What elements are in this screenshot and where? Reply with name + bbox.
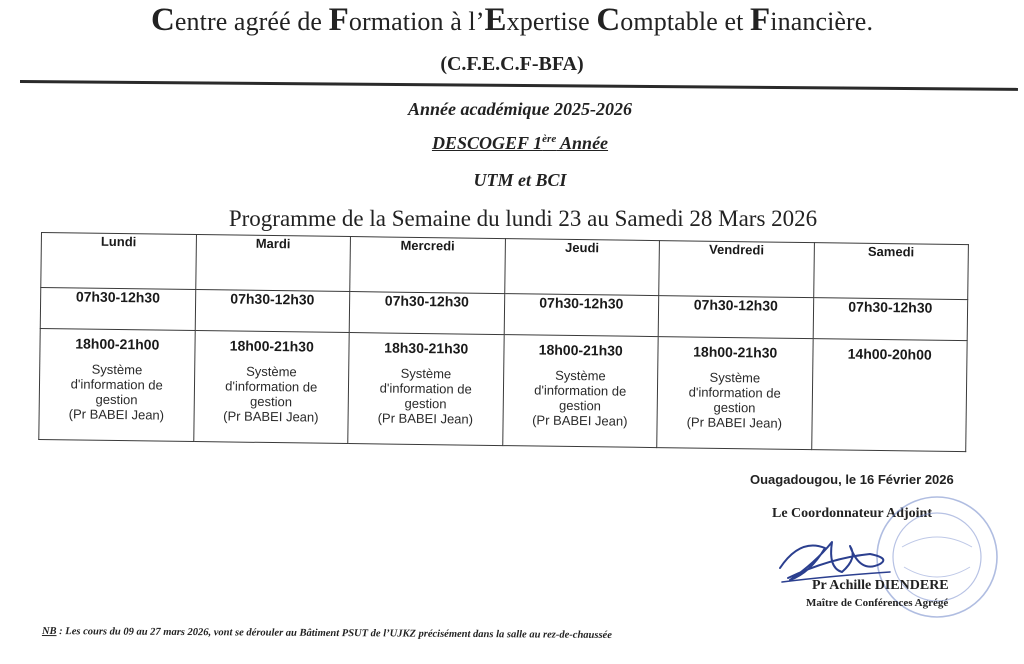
morning-slot: 07h30-12h30 — [813, 298, 968, 341]
morning-slot: 07h30-12h30 — [40, 288, 195, 331]
title-initial: E — [484, 2, 507, 38]
title-segment: xpertise — [506, 7, 597, 36]
level-suffix: Année — [556, 133, 609, 153]
day-header: Mardi — [195, 235, 350, 292]
academic-year: Année académique 2025-2026 — [408, 99, 632, 119]
level-name: DESCOGEF 1 — [431, 133, 543, 153]
footnote — [42, 626, 1002, 644]
title-segment: entre agréé de — [174, 7, 329, 36]
morning-slot: 07h30-12h30 — [349, 292, 504, 335]
evening-time: 14h00-20h00 — [847, 345, 932, 363]
morning-slot: 07h30-12h30 — [504, 294, 659, 337]
header-divider — [20, 80, 1018, 91]
program-title: Programme de la Semaine du lundi 23 au Samedi 28 Mars 2026 — [228, 206, 818, 231]
day-header: Mercredi — [350, 237, 505, 294]
title-initial: F — [328, 2, 349, 38]
morning-slot: 07h30-12h30 — [195, 290, 350, 333]
evening-slot — [39, 328, 195, 441]
course-name: Système d'information de gestion (Pr BABEI Jean) — [532, 367, 628, 429]
institution-name — [0, 2, 1024, 39]
program-level — [0, 133, 1024, 154]
evening-time: 18h00-21h30 — [229, 337, 314, 355]
title-initial: F — [750, 2, 771, 38]
level-superscript: ère — [542, 133, 557, 145]
title-initial: C — [596, 2, 621, 38]
evening-time: 18h00-21h30 — [538, 341, 623, 359]
course-name: Système d'information de gestion (Pr BABEI Jean) — [686, 369, 783, 431]
course-name: Système d'information de gestion (Pr BABEI Jean) — [377, 365, 474, 427]
signer-rank: Maître de Conférences Agrégé — [806, 597, 949, 609]
course-name: Système d'information de gestion (Pr BABEI Jean) — [223, 363, 319, 425]
title-segment: omptable et — [620, 7, 751, 36]
course-units: UTM et BCI — [473, 170, 567, 190]
title-segment: ormation à l’ — [348, 7, 485, 36]
course-name: Système d'information de gestion (Pr BABEI Jean) — [68, 361, 165, 423]
signer-name: Pr Achille DIENDERE — [812, 578, 949, 593]
evening-slot — [348, 333, 504, 446]
evening-slot — [811, 339, 967, 452]
evening-slot — [657, 337, 813, 450]
evening-slot — [193, 331, 349, 444]
evening-slot-row — [39, 328, 967, 451]
course-name — [813, 371, 966, 373]
schedule-table-wrapper — [38, 232, 969, 452]
schedule-table — [38, 232, 969, 452]
title-initial: C — [150, 2, 175, 38]
day-header: Jeudi — [504, 239, 659, 296]
institution-acronym: (C.F.E.C.F-BFA) — [440, 53, 584, 75]
footnote-label: NB — [41, 626, 57, 638]
day-header: Lundi — [41, 233, 196, 290]
footnote-text: : Les cours du 09 au 27 mars 2026, vont se dérouler au Bâtiment PSUT de l’UJKZ précisément dans la salle au rez-de-chaussée — [56, 626, 612, 641]
place-and-date: Ouagadougou, le 16 Février 2026 — [750, 472, 954, 487]
evening-time: 18h30-21h30 — [384, 339, 469, 357]
title-segment: inancière. — [770, 7, 874, 36]
day-header: Samedi — [813, 243, 968, 300]
coordinator-title: Le Coordonnateur Adjoint — [772, 506, 932, 521]
morning-slot: 07h30-12h30 — [658, 296, 813, 339]
evening-time: 18h00-21h30 — [693, 343, 778, 361]
evening-slot — [502, 335, 658, 448]
evening-time: 18h00-21h00 — [75, 335, 160, 353]
day-header: Vendredi — [659, 241, 814, 298]
